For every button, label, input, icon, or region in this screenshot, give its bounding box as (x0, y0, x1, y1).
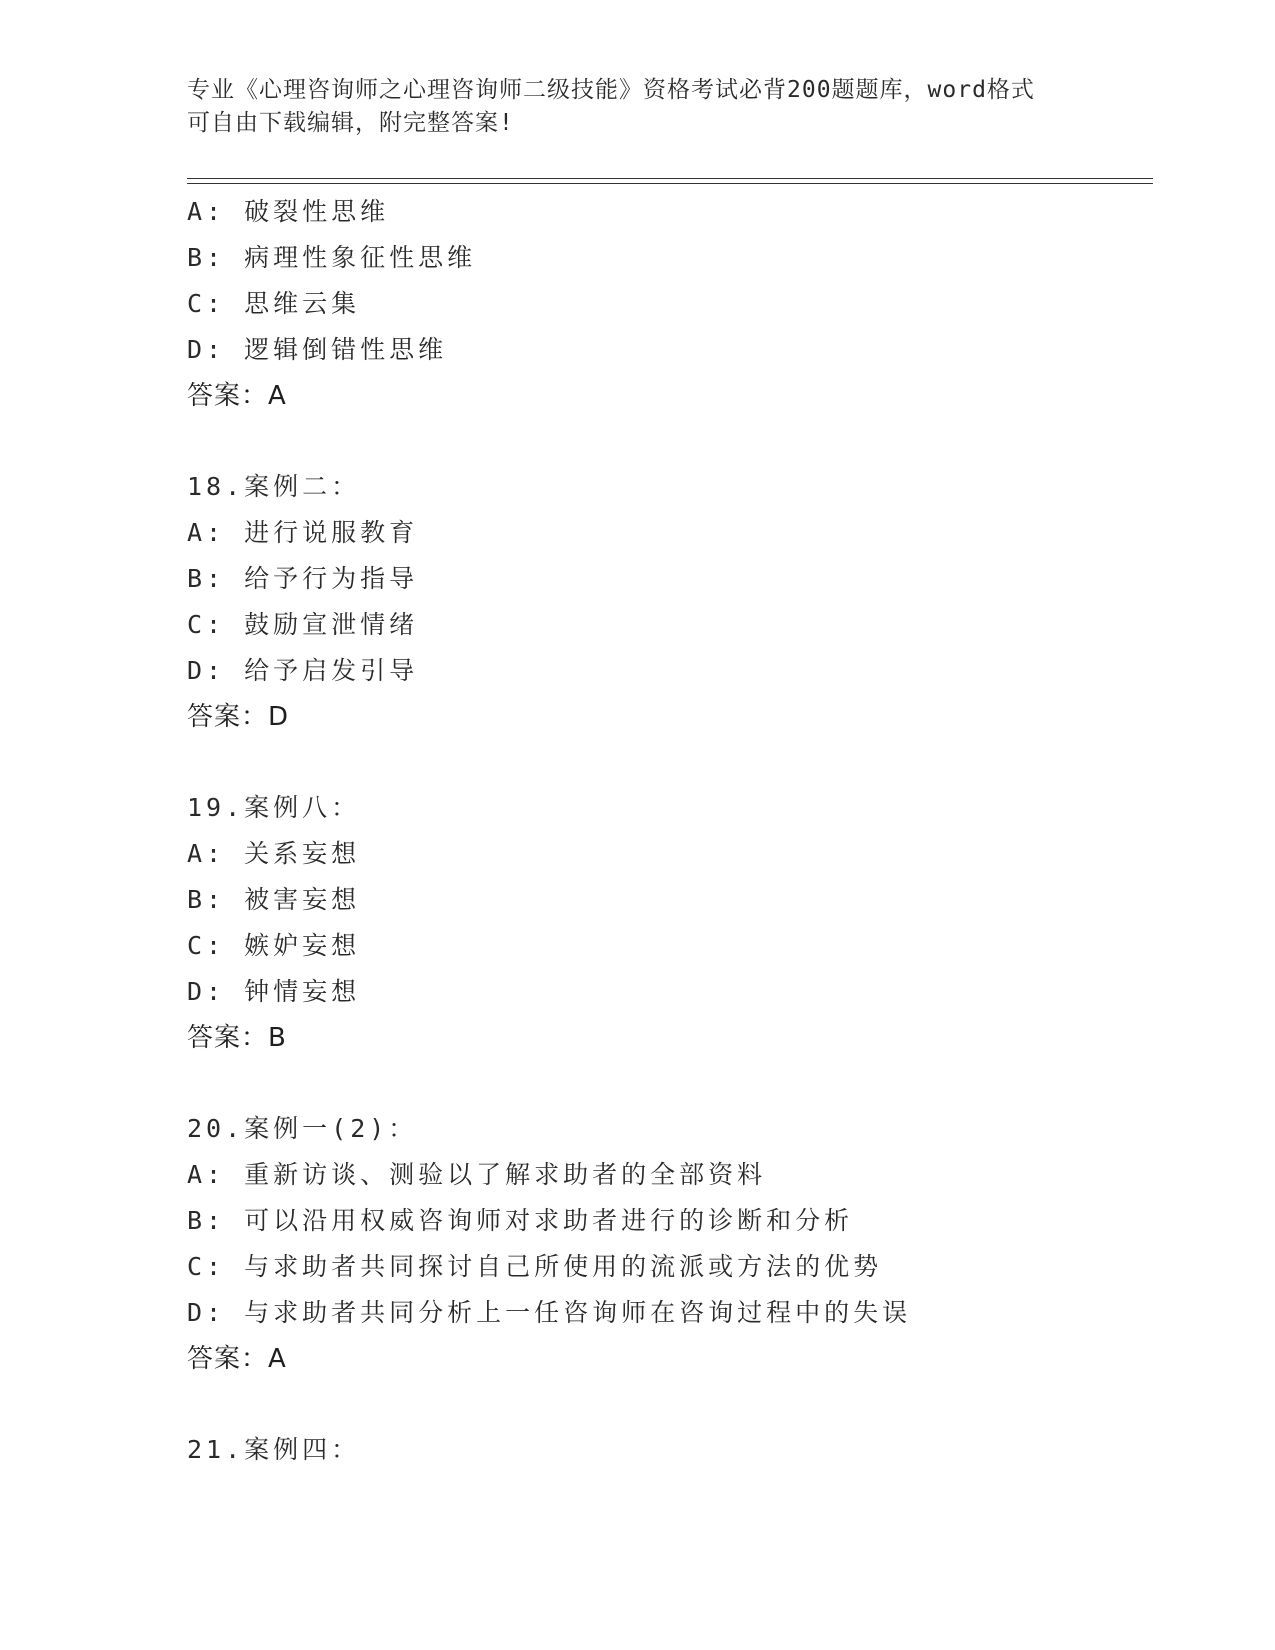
header-divider-top (187, 178, 1153, 179)
option-b: B: 病理性象征性思维 (187, 243, 477, 272)
option-d: D: 钟情妄想 (187, 977, 361, 1006)
answer: 答案：A (187, 1344, 287, 1374)
header-line-1: 专业《心理咨询师之心理咨询师二级技能》资格考试必背200题题库，word格式 (187, 77, 1035, 103)
question-title: 18.案例二： (187, 472, 361, 501)
option-c: C: 思维云集 (187, 289, 361, 318)
option-a: A: 重新访谈、测验以了解求助者的全部资料 (187, 1160, 767, 1189)
question-20 (187, 1106, 1147, 1382)
option-d: D: 给予启发引导 (187, 656, 419, 685)
option-d: D: 与求助者共同分析上一任咨询师在咨询过程中的失误 (187, 1298, 912, 1327)
option-b: B: 给予行为指导 (187, 564, 419, 593)
question-18 (187, 464, 1147, 740)
question-17-continued (187, 189, 1147, 419)
document-header (187, 74, 1087, 140)
question-19 (187, 785, 1147, 1061)
option-b: B: 被害妄想 (187, 885, 361, 914)
question-list (187, 189, 1147, 1473)
header-divider-bottom (187, 183, 1153, 184)
option-c: C: 与求助者共同探讨自己所使用的流派或方法的优势 (187, 1252, 883, 1281)
option-d: D: 逻辑倒错性思维 (187, 335, 448, 364)
option-b: B: 可以沿用权威咨询师对求助者进行的诊断和分析 (187, 1206, 854, 1235)
option-c: C: 鼓励宣泄情绪 (187, 610, 419, 639)
header-line-2: 可自由下载编辑，附完整答案! (187, 110, 514, 136)
question-21 (187, 1427, 1147, 1473)
answer: 答案：B (187, 1023, 287, 1053)
answer: 答案：D (187, 702, 290, 732)
option-c: C: 嫉妒妄想 (187, 931, 361, 960)
question-title: 19.案例八： (187, 793, 361, 822)
question-title: 21.案例四： (187, 1435, 361, 1464)
option-a: A: 关系妄想 (187, 839, 361, 868)
question-title: 20.案例一(2)： (187, 1114, 418, 1143)
answer: 答案：A (187, 381, 287, 411)
option-a: A: 进行说服教育 (187, 518, 419, 547)
option-a: A: 破裂性思维 (187, 197, 390, 226)
